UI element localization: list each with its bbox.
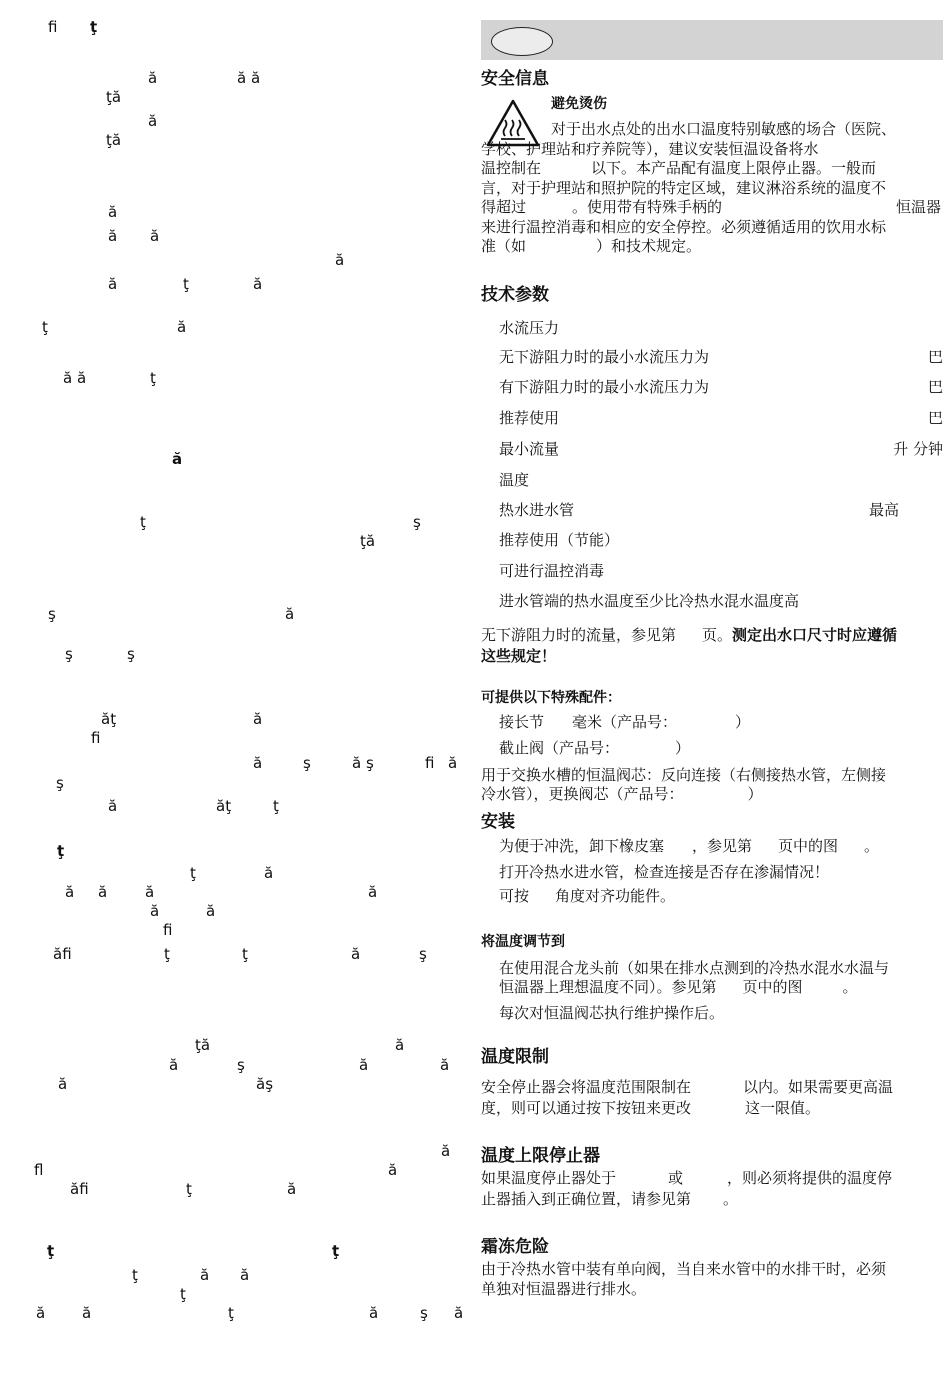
left-fragment: ş [56, 774, 64, 792]
install-1d: 。 [864, 837, 880, 855]
install-line-2: 打开冷热水进水管，检查连接是否存在渗漏情况！ [499, 863, 830, 881]
left-fragment: ţ [183, 275, 189, 293]
left-fragment: ă [108, 227, 118, 245]
limit-line-1 [481, 1077, 941, 1097]
safety-title: 安全信息 [481, 69, 549, 89]
left-fragment: ă [65, 883, 75, 901]
left-fragment: ă [150, 227, 160, 245]
safety-text-5c: 恒温器 [895, 198, 941, 216]
safety-text-5 [481, 197, 941, 217]
left-fragment: ă [253, 275, 263, 293]
safety-text-3a: 温控制在 [481, 159, 542, 177]
accessory-text-2 [481, 784, 941, 804]
left-fragment: ă [240, 1266, 250, 1284]
limit-2b: 这一限值。 [745, 1099, 821, 1117]
left-fragment: ţ [332, 1242, 340, 1260]
left-fragment: ă [441, 1142, 451, 1160]
tech-row-label: 最小流量 [499, 440, 560, 458]
limit-line-2 [481, 1098, 941, 1118]
safety-text-2: 学校、护理站和疗养院等），建议安装恒温设备将水 [481, 140, 819, 158]
left-fragment: ﬁ [48, 18, 58, 36]
left-fragment: ţ [164, 945, 170, 963]
tech-row [499, 470, 943, 490]
left-fragment: ă [287, 1180, 297, 1198]
left-fragment: ă [148, 112, 158, 130]
left-fragment: ă [448, 754, 458, 772]
left-fragment: ţ [47, 1242, 55, 1260]
left-fragment: ă [108, 203, 118, 221]
left-fragment: ş [420, 1304, 428, 1322]
tech-row-label: 有下游阻力时的最小水流压力为 [499, 378, 710, 396]
language-header-bar [481, 20, 943, 60]
left-fragment: ţ [242, 945, 248, 963]
tech-row-label: 无下游阻力时的最小水流压力为 [499, 348, 710, 366]
left-fragment: ă [335, 251, 345, 269]
adjust-2c: 。 [842, 978, 858, 996]
tech-note-1 [481, 625, 941, 645]
tech-row-label: 推荐使用 [499, 409, 560, 427]
accessory-1b: 毫米（产品号： [572, 713, 678, 731]
left-fragment: ăﬁ [53, 945, 72, 963]
left-fragment: ă [395, 1036, 405, 1054]
tech-row [499, 591, 943, 611]
install-3a: 可按 [499, 887, 530, 905]
safety-text-4: 言，对于护理站和照护院的特定区域，建议淋浴系统的温度不 [481, 179, 887, 197]
upper-1b: 或 [668, 1169, 684, 1187]
tech-note-a: 无下游阻力时的流量，参见第 [481, 626, 677, 644]
left-fragment: ă ş [352, 754, 374, 772]
tech-row [499, 500, 943, 520]
upper-2b: 。 [723, 1190, 739, 1208]
tech-row [499, 530, 943, 550]
safety-text-3 [481, 158, 941, 178]
safety-text-7a: 准（如 [481, 237, 527, 255]
install-1b: ，参见第 [692, 837, 753, 855]
left-fragment: ş [413, 513, 421, 531]
left-fragment: ăţ [216, 797, 232, 815]
left-fragment: ă [150, 902, 160, 920]
left-fragment: ţă [360, 532, 376, 550]
tech-row [499, 347, 943, 367]
adjust-2a: 恒温器上理想温度不同）。参见第 [499, 978, 717, 996]
left-fragment: ă [169, 1056, 179, 1074]
tech-row-unit: 巴 [927, 378, 943, 396]
left-fragment: ă [82, 1304, 92, 1322]
safety-text-3b: 以下。本产品配有温度上限停止器。一般而 [591, 159, 877, 177]
install-3b: 角度对齐功能件。 [555, 887, 676, 905]
left-fragment: ă [108, 275, 118, 293]
tech-row [499, 377, 943, 397]
left-fragment: ă [368, 883, 378, 901]
left-fragment: ă [98, 883, 108, 901]
upper-stop-title: 温度上限停止器 [481, 1146, 600, 1166]
accessory-1 [499, 712, 941, 732]
install-1a: 为便于冲洗，卸下橡皮塞 [499, 837, 665, 855]
tech-row-unit: 升 分钟 [893, 440, 943, 458]
limit-1b: 以内。如果需要更高温 [743, 1078, 894, 1096]
left-fragment: ă [369, 1304, 379, 1322]
left-fragment: ă [58, 1075, 68, 1093]
safety-text-5b: 。使用带有特殊手柄的 [572, 198, 723, 216]
left-fragment: ăﬁ [70, 1180, 89, 1198]
left-fragment: ţ [90, 18, 98, 36]
frost-line-2: 单独对恒温器进行排水。 [481, 1280, 647, 1298]
left-fragment: ăş [256, 1075, 274, 1093]
left-fragment: ﬁ [163, 921, 173, 939]
install-line-3 [499, 886, 941, 906]
left-fragment: ă [177, 318, 187, 336]
tech-row-label: 推荐使用（节能） [499, 531, 620, 549]
accessory-2a: 截止阀（产品号： [499, 739, 620, 757]
left-fragment: ă [264, 864, 274, 882]
upper-1c: ，则必须将提供的温度停 [727, 1169, 893, 1187]
left-fragment: ăţ [101, 710, 117, 728]
install-1c: 页中的图 [778, 837, 839, 855]
accessory-1a: 接长节 [499, 713, 545, 731]
accessory-2 [499, 738, 941, 758]
left-fragment: ă [206, 902, 216, 920]
tech-row [499, 561, 943, 581]
left-fragment: ă [351, 945, 361, 963]
tech-row-unit: 最高 [868, 501, 899, 519]
left-fragment: ţ [140, 513, 146, 531]
left-fragment: ş [303, 754, 311, 772]
left-fragment: ţ [42, 318, 48, 336]
safety-text-6: 来进行温控消毒和相应的安全停控。必须遵循适用的饮用水标 [481, 218, 887, 236]
adjust-2b: 页中的图 [742, 978, 803, 996]
left-fragment: ă ă [63, 369, 87, 387]
left-fragment: ă [388, 1161, 398, 1179]
safety-text-5a: 得超过 [481, 198, 527, 216]
left-fragment: ă [36, 1304, 46, 1322]
accessory-text-2b: ） [747, 785, 763, 803]
left-fragment: ş [48, 605, 56, 623]
left-fragment: ţ [273, 797, 279, 815]
tech-row-label: 温度 [499, 471, 530, 489]
left-fragment: ţ [132, 1266, 138, 1284]
left-fragment: ş [237, 1056, 245, 1074]
left-fragment: ă [145, 883, 155, 901]
tech-note-2: 这些规定！ [481, 647, 557, 665]
left-fragment: ă [172, 450, 183, 468]
tech-row-unit: 巴 [927, 409, 943, 427]
left-fragment: ă [285, 605, 295, 623]
left-fragment: ă [108, 797, 118, 815]
tech-note-bold: 测定出水口尺寸时应遵循 [732, 626, 898, 644]
left-fragment: ş [419, 945, 427, 963]
install-line-1 [499, 836, 941, 856]
left-fragment: ă [454, 1304, 464, 1322]
upper-line-2 [481, 1189, 941, 1209]
limit-1a: 安全停止器会将温度范围限制在 [481, 1078, 692, 1096]
right-column [481, 0, 945, 1398]
left-fragment: ţă [106, 88, 122, 106]
safety-text-7 [481, 236, 941, 256]
left-fragment: ţ [186, 1180, 192, 1198]
left-fragment: ă [359, 1056, 369, 1074]
limit-2a: 度，则可以通过按下按钮来更改 [481, 1099, 692, 1117]
left-fragment: ﬂ [34, 1161, 44, 1179]
upper-line-1 [481, 1168, 941, 1188]
limit-title: 温度限制 [481, 1047, 549, 1067]
left-fragment: ţ [190, 864, 196, 882]
adjust-line-3: 每次对恒温阀芯执行维护操作后。 [499, 1004, 725, 1022]
frost-title: 霜冻危险 [481, 1237, 549, 1257]
left-fragment: ţă [106, 131, 122, 149]
safety-text-7b: ）和技术规定。 [596, 237, 702, 255]
scald-title: 避免烫伤 [551, 96, 607, 112]
language-badge-oval [491, 27, 553, 56]
upper-1a: 如果温度停止器处于 [481, 1169, 617, 1187]
tech-row [499, 408, 943, 428]
safety-text-1: 对于出水点处的出水口温度特别敏感的场合（医院、 [551, 120, 897, 138]
left-fragment: ă [200, 1266, 210, 1284]
frost-line-1: 由于冷热水管中装有单向阀，当自来水管中的水排干时，必须 [481, 1260, 887, 1278]
adjust-line-2 [499, 977, 941, 997]
accessory-text-1: 用于交换水槽的恒温阀芯：反向连接（右侧接热水管，左侧接 [481, 766, 887, 784]
left-fragment: ﬁ [425, 754, 435, 772]
tech-row [499, 318, 943, 338]
left-fragment: ţ [150, 369, 156, 387]
install-title: 安装 [481, 812, 515, 832]
tech-row-unit: 巴 [927, 348, 943, 366]
tech-row-label: 热水进水管 [499, 501, 575, 519]
left-fragment: ă [253, 754, 263, 772]
left-fragment: ă [253, 710, 263, 728]
left-fragment: ă [148, 69, 158, 87]
tech-row-label: 进水管端的热水温度至少比冷热水混水温度高 [499, 592, 800, 610]
accessory-2b: ） [675, 739, 691, 757]
left-fragment: ă ă [237, 69, 261, 87]
left-fragment: ﬁ [91, 729, 101, 747]
tech-title: 技术参数 [481, 285, 549, 305]
left-fragment: ţ [228, 1304, 234, 1322]
adjust-title: 将温度调节到 [481, 934, 565, 950]
tech-row [499, 439, 943, 459]
accessory-text-2a: 冷水管），更换阀芯（产品号： [481, 785, 684, 803]
left-fragment: ă [440, 1056, 450, 1074]
left-fragment: ş [127, 645, 135, 663]
tech-row-label: 可进行温控消毒 [499, 562, 605, 580]
accessory-1c: ） [735, 713, 751, 731]
tech-note-b: 页。 [702, 626, 733, 644]
left-fragment: ţă [195, 1036, 211, 1054]
adjust-line-1: 在使用混合龙头前（如果在排水点测到的冷热水混水水温与 [499, 959, 890, 977]
left-fragment: ş [65, 645, 73, 663]
accessories-title: 可提供以下特殊配件： [481, 690, 621, 706]
left-fragment: ţ [180, 1285, 186, 1303]
left-fragment: ţ [57, 842, 65, 860]
tech-row-label: 水流压力 [499, 319, 560, 337]
upper-2a: 止器插入到正确位置，请参见第 [481, 1190, 692, 1208]
